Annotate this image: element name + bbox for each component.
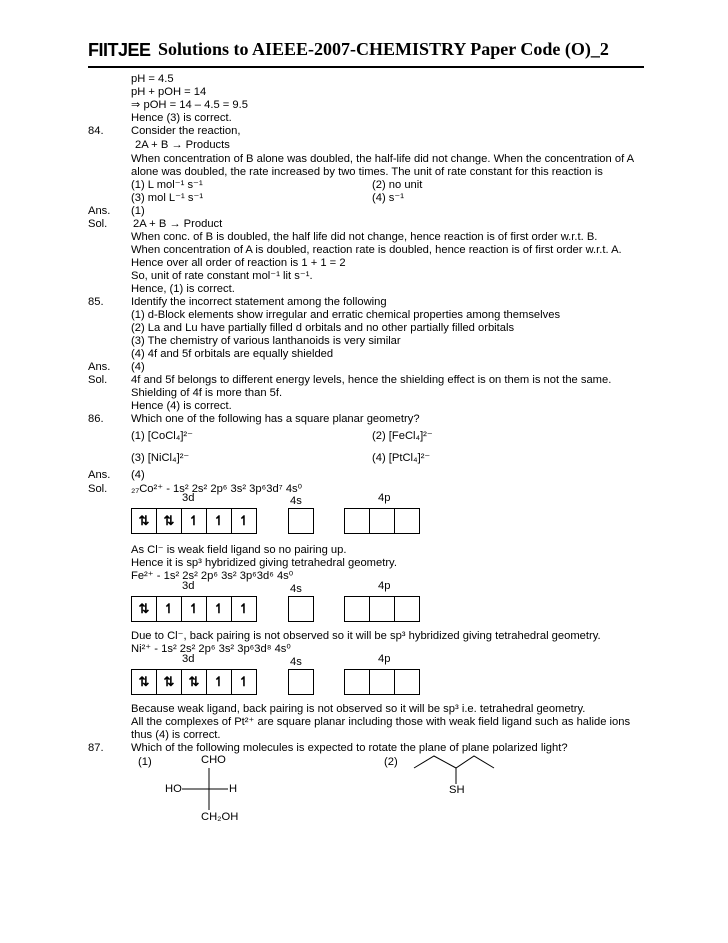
answer-value: (1)	[131, 205, 145, 217]
answer-value: (4)	[131, 469, 145, 481]
page-title: Solutions to AIEEE-2007-CHEMISTRY Paper Code (O)_2	[158, 39, 609, 59]
option-1: (1) [CoCl₄]²⁻	[131, 430, 194, 442]
orbital-label-4p: 4p	[378, 492, 391, 504]
answer-label: Ans.	[88, 361, 111, 373]
orbital-box: ↿	[231, 508, 257, 534]
orbital-box: ↿	[206, 508, 232, 534]
orbital-box: ⇅	[131, 596, 157, 622]
solution-text: As Cl⁻ is weak field ligand so no pairing up.	[131, 544, 347, 556]
question-text: alone was doubled, the rate increased by two times. The unit of rate constant for this reaction is	[131, 166, 603, 178]
orbital-label-4s: 4s	[290, 495, 302, 507]
orbital-box: ↿	[181, 508, 207, 534]
orbital-box: ⇅	[131, 508, 157, 534]
question-text: Consider the reaction,	[131, 125, 241, 137]
option-1: (1)	[138, 756, 152, 768]
option-2: (2) [FeCl₄]²⁻	[372, 430, 433, 442]
molecule-label-h: H	[229, 783, 238, 795]
orbital-label-3d: 3d	[182, 492, 195, 504]
molecule-label-ch2oh: CH₂OH	[201, 811, 239, 823]
orbital-box: ⇅	[131, 669, 157, 695]
text-line: pH = 4.5	[131, 73, 174, 85]
option-2: (2) La and Lu have partially filled d orbitals and no other partially filled orbitals	[131, 322, 515, 334]
text-line: ⇒ pOH = 14 – 4.5 = 9.5	[131, 99, 248, 111]
option-3: (3) [NiCl₄]²⁻	[131, 452, 190, 464]
molecule-label-cho: CHO	[201, 754, 226, 766]
option-2: (2) no unit	[372, 179, 423, 191]
orbital-label-4p: 4p	[378, 653, 391, 665]
answer-label: Ans.	[88, 469, 111, 481]
option-4: (4) [PtCl₄]²⁻	[372, 452, 431, 464]
orbital-label-3d: 3d	[182, 580, 195, 592]
orbital-box: ↿	[206, 669, 232, 695]
solution-text: All the complexes of Pt²⁺ are square planar including those with weak field ligand such as halide ions	[131, 716, 631, 728]
question-text: Identify the incorrect statement among the following	[131, 296, 387, 308]
solution-equation: 2A + B → Product	[133, 218, 223, 230]
electron-configuration: ₂₇Co²⁺ - 1s² 2s² 2p⁶ 3s² 3p⁶3d⁷ 4s⁰	[131, 483, 303, 495]
orbital-box: ⇅	[181, 669, 207, 695]
solution-text: Hence (4) is correct.	[131, 400, 232, 412]
text-line: Hence (3) is correct.	[131, 112, 232, 124]
orbital-box: ↿	[156, 596, 182, 622]
answer-label: Ans.	[88, 205, 111, 217]
option-1: (1) d-Block elements show irregular and erratic chemical properties among themselves	[131, 309, 561, 321]
fiitjee-logo: FIITJEE	[88, 40, 151, 60]
solution-text: So, unit of rate constant mol⁻¹ lit s⁻¹.	[131, 270, 313, 282]
option-3: (3) The chemistry of various lanthanoids is very similar	[131, 335, 401, 347]
solution-label: Sol.	[88, 374, 108, 386]
solution-text: When concentration of A is doubled, reaction rate is doubled, hence reaction is of first order w.r.t. A.	[131, 244, 622, 256]
question-number: 86.	[88, 413, 104, 425]
orbital-label-4s: 4s	[290, 656, 302, 668]
electron-configuration: Fe²⁺ - 1s² 2s² 2p⁶ 3s² 3p⁶3d⁶ 4s⁰	[131, 570, 294, 582]
solution-text: 4f and 5f belongs to different energy levels, hence the shielding effect is on them is not the same.	[131, 374, 612, 386]
orbital-label-4p: 4p	[378, 580, 391, 592]
option-1: (1) L mol⁻¹ s⁻¹	[131, 179, 203, 191]
solution-text: Because weak ligand, back pairing is not observed so it will be sp³ i.e. tetrahedral geometry.	[131, 703, 586, 715]
orbital-label-3d: 3d	[182, 653, 195, 665]
orbital-box: ↿	[206, 596, 232, 622]
orbital-label-4s: 4s	[290, 583, 302, 595]
orbital-box: ↿	[181, 596, 207, 622]
question-text: When concentration of B alone was doubled, the half-life did not change. When the concentration of A	[131, 153, 635, 165]
reaction-equation: 2A + B → Products	[135, 139, 230, 151]
text-line: pH + pOH = 14	[131, 86, 207, 98]
question-number: 85.	[88, 296, 104, 308]
option-3: (3) mol L⁻¹ s⁻¹	[131, 192, 204, 204]
solution-label: Sol.	[88, 218, 108, 230]
molecule-label-ho: HO	[165, 783, 182, 795]
question-text: Which of the following molecules is expected to rotate the plane of plane polarized light?	[131, 742, 568, 754]
electron-configuration: Ni²⁺ - 1s² 2s² 2p⁶ 3s² 3p⁶3d⁸ 4s⁰	[131, 643, 291, 655]
orbital-box: ⇅	[156, 508, 182, 534]
question-text: Which one of the following has a square planar geometry?	[131, 413, 420, 425]
option-4: (4) s⁻¹	[372, 192, 405, 204]
orbital-box: ↿	[231, 596, 257, 622]
option-4: (4) 4f and 5f orbitals are equally shielded	[131, 348, 334, 360]
solution-text: When conc. of B is doubled, the half life did not change, hence reaction is of first order w.r.t. B.	[131, 231, 598, 243]
question-number: 84.	[88, 125, 104, 137]
orbital-box: ⇅	[156, 669, 182, 695]
solution-label: Sol.	[88, 483, 108, 495]
solution-text: thus (4) is correct.	[131, 729, 221, 741]
solution-text: Hence over all order of reaction is 1 + 1 = 2	[131, 257, 346, 269]
question-number: 87.	[88, 742, 104, 754]
solution-text: Due to Cl⁻, back pairing is not observed so it will be sp³ hybridized giving tetrahedral geometry.	[131, 630, 601, 642]
solution-text: Shielding of 4f is more than 5f.	[131, 387, 283, 399]
solution-text: Hence, (1) is correct.	[131, 283, 235, 295]
molecule-label-sh: SH	[449, 784, 465, 796]
solution-text: Hence it is sp³ hybridized giving tetrahedral geometry.	[131, 557, 397, 569]
answer-value: (4)	[131, 361, 145, 373]
option-2: (2)	[384, 756, 398, 768]
orbital-box: ↿	[231, 669, 257, 695]
